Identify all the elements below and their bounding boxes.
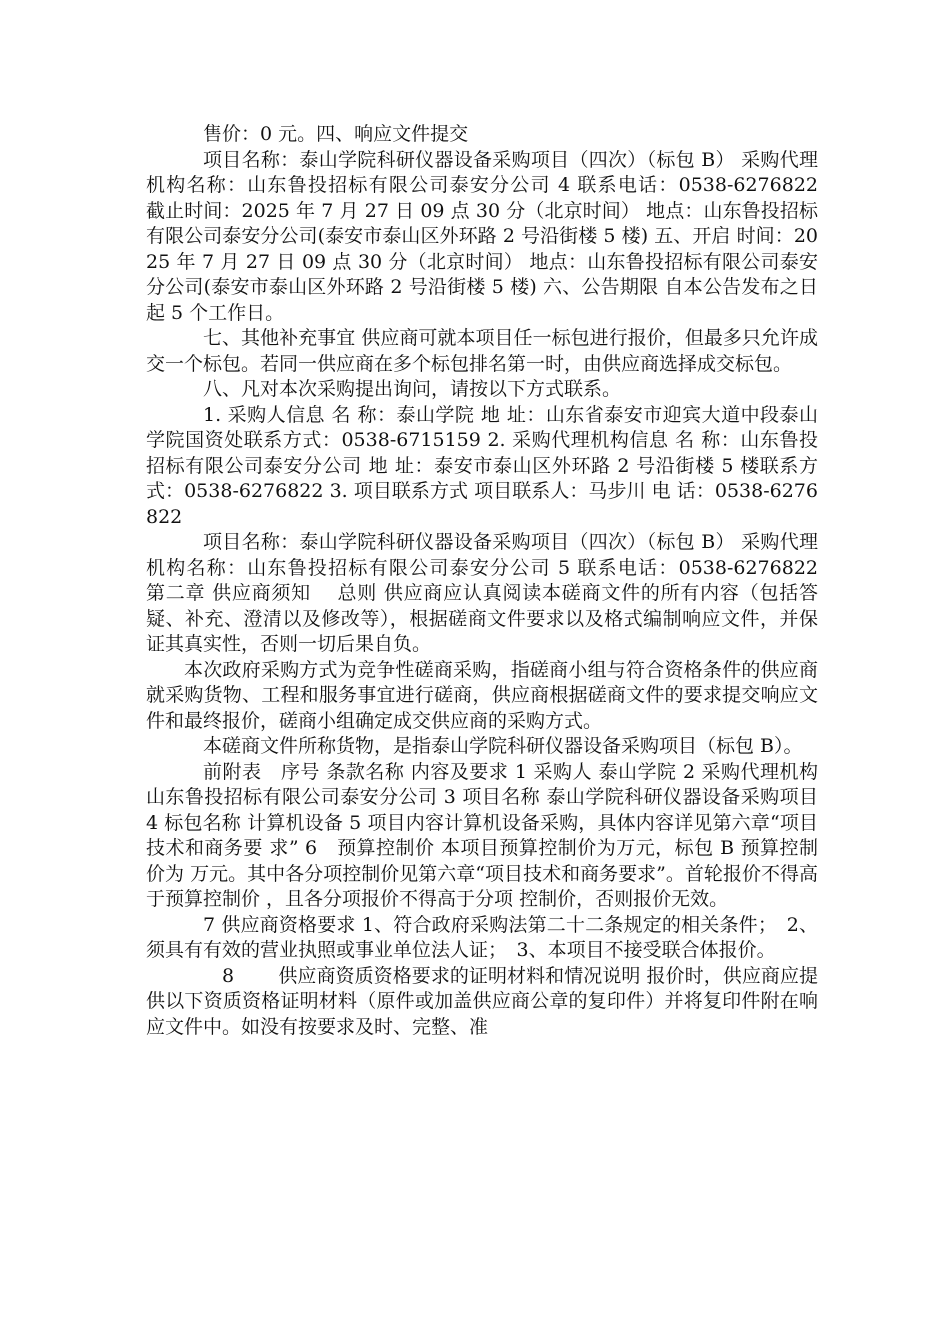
paragraph-contact-information: 1. 采购人信息 名 称：泰山学院 地 址：山东省泰安市迎宾大道中段泰山学院国资处联系方式：0538-6715159 2. 采购代理机构信息 名 称：山东鲁投招标有限公司泰安分公司 地 址：泰安市泰山区外环路 2 号沿街楼 5 楼联系方式：0538-6276822 3. 项目联系方式 项目联系人：马步川 电 话：0538-6276822 [146, 403, 818, 528]
paragraph-response-submission: 售价：0 元。四、响应文件提交 [203, 123, 469, 145]
paragraph-supplier-qualification: 7 供应商资格要求 1、符合政府采购法第二十二条规定的相关条件； 2、须具有有效的营业执照或事业单位法人证； 3、本项目不接受联合体报价。 [146, 913, 818, 961]
paragraph-project-deadline-opening: 项目名称：泰山学院科研仪器设备采购项目（四次）（标包 B） 采购代理机构名称：山东鲁投招标有限公司泰安分公司 4 联系电话：0538-6276822 截止时间：2025 年 7 月 27 日 09 点 30 分（北京时间） 地点：山东鲁投招标有限公司泰安分公司(泰安市泰山区外环路 2 号沿街楼 5 楼) 五、开启 时间：2025 年 7 月 27 日 09 点 30 分（北京时间） 地点：山东鲁投招标有限公司泰安分公司(泰安市泰山区外环路 2 号沿街楼 5 楼) 六、公告期限 自本公告发布之日起 5 个工作日。 [146, 148, 844, 324]
paragraph-inquiry-heading: 八、凡对本次采购提出询问，请按以下方式联系。 [203, 378, 622, 400]
paragraph-supplementary-matters: 七、其他补充事宜 供应商可就本项目任一标包进行报价，但最多只允许成交一个标包。若同一供应商在多个标包排名第一时，由供应商选择成交标包。 [146, 327, 818, 375]
paragraph-procurement-method: 本次政府采购方式为竞争性磋商采购，指磋商小组与符合资格条件的供应商就采购货物、工程和服务事宜进行磋商，供应商根据磋商文件的要求提交响应文件和最终报价，磋商小组确定成交供应商的采购方式。 [146, 658, 818, 732]
paragraph-front-table: 前附表 序号 条款名称 内容及要求 1 采购人 泰山学院 2 采购代理机构 山东鲁投招标有限公司泰安分公司 3 项目名称 泰山学院科研仪器设备采购项目 4 标包名称 计算机设备 5 项目内容计算机设备采购，具体内容详见第六章“项目技术和商务要 求” 6 预算控制价 本项目预算控制价为万元，标包 B 预算控制价为 万元。其中各分项控制价见第六章“项目技术和商务要求”。首轮报价不得高于预算控制价 ，且各分项报价不得高于分项 控制价，否则报价无效。 [146, 760, 818, 910]
paragraph-goods-definition: 本磋商文件所称货物，是指泰山学院科研仪器设备采购项目（标包 B）。 [203, 735, 803, 757]
document-page [146, 122, 844, 1040]
paragraph-supplier-instructions: 项目名称：泰山学院科研仪器设备采购项目（四次）（标包 B） 采购代理机构名称：山东鲁投招标有限公司泰安分公司 5 联系电话：0538-6276822 第二章 供应商须知 总则 供应商应认真阅读本磋商文件的所有内容（包括答疑、补充、澄清以及修改等），根据磋商文件要求以及格式编制响应文件，并保证其真实性，否则一切后果自负。 [146, 531, 844, 655]
paragraph-qualification-evidence: 8 供应商资质资格要求的证明材料和情况说明 报价时，供应商应提供以下资质资格证明材料（原件或加盖供应商公章的复印件）并将复印件附在响应文件中。如没有按要求及时、完整、准 [146, 964, 818, 1038]
